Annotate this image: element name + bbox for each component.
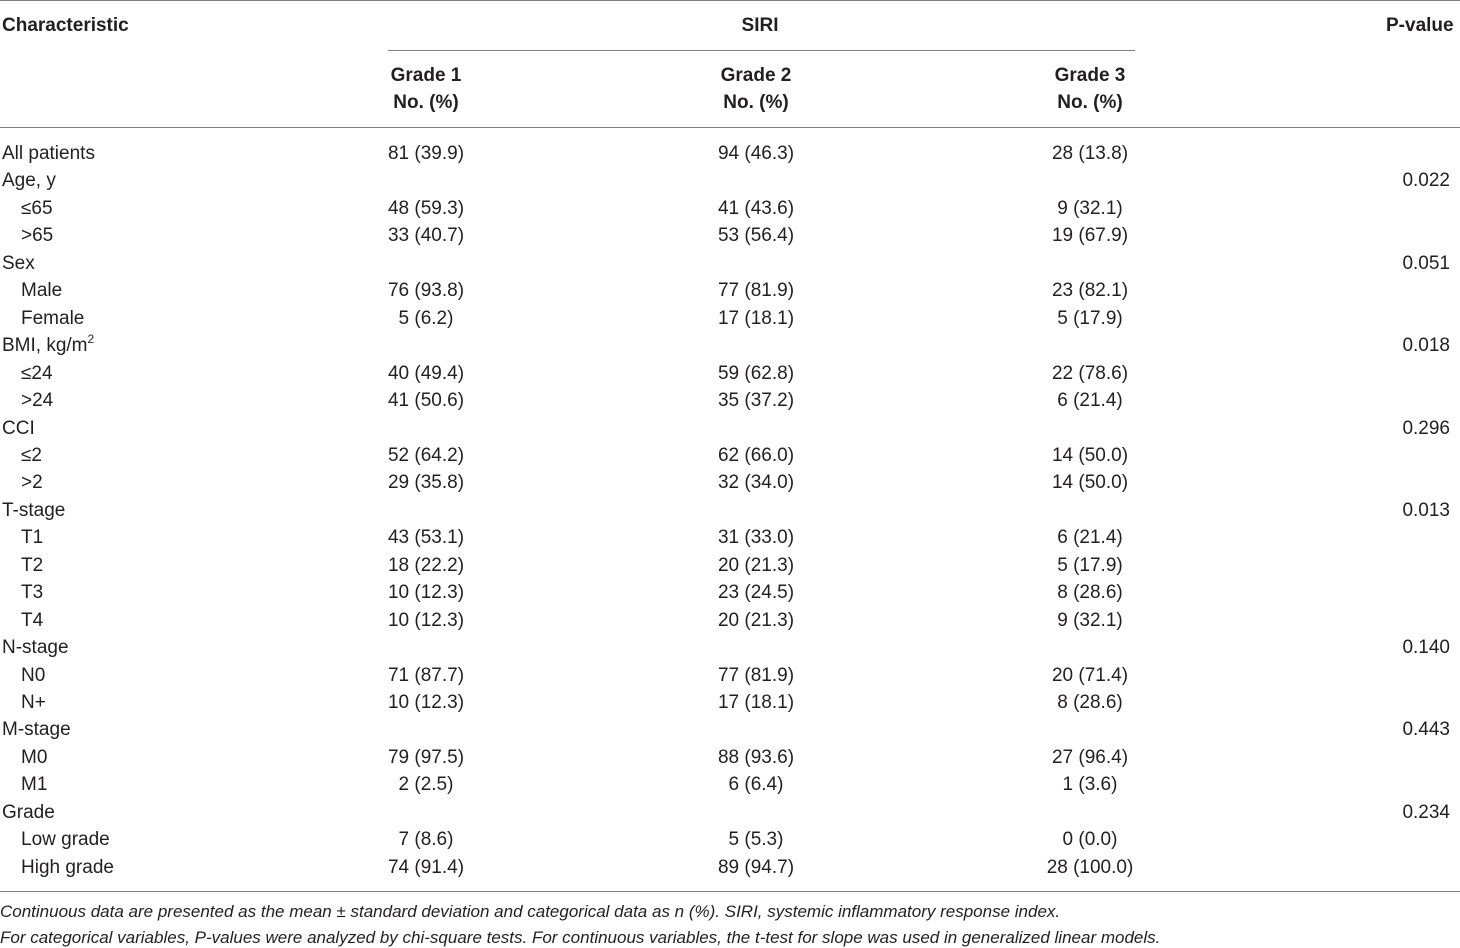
cell-grade2: 77 (81.9) [717, 664, 795, 686]
cell-grade3: 0 (0.0) [1062, 829, 1118, 851]
row-label: N0 [21, 664, 46, 686]
cell-grade3: 5 (17.9) [1057, 554, 1123, 576]
cell-grade3: 14 (50.0) [1051, 444, 1129, 466]
row-label-text: BMI, kg/m [2, 335, 88, 357]
cell-pvalue: 0.051 [1402, 252, 1450, 274]
cell-grade2: 59 (62.8) [717, 362, 795, 384]
cell-grade1: 33 (40.7) [387, 225, 465, 247]
cell-pvalue: 0.296 [1402, 417, 1450, 439]
cell-grade3: 9 (32.1) [1057, 609, 1123, 631]
footnote-2: For categorical variables, P-values were analyzed by chi-square tests. For continuous variables, the t-test for slope was used in generalized linear models. [0, 928, 1161, 947]
cell-grade1: 29 (35.8) [387, 472, 465, 494]
cell-grade1: 74 (91.4) [387, 856, 465, 878]
header-grade3-unit: No. (%) [1057, 92, 1123, 113]
row-label: T-stage [2, 499, 66, 521]
row-label: All patients [2, 143, 95, 164]
row-label: Grade [2, 801, 55, 823]
cell-grade1: 79 (97.5) [387, 746, 465, 768]
cell-grade2: 20 (21.3) [717, 609, 795, 631]
cell-grade3: 1 (3.6) [1062, 774, 1118, 796]
cell-grade1: 52 (64.2) [387, 444, 465, 466]
row-label: Male [21, 280, 63, 302]
table-row [0, 716, 1460, 743]
cell-grade1: 48 (59.3) [387, 197, 465, 219]
table-row [0, 387, 1460, 414]
row-label [2, 332, 95, 358]
cell-grade2: 23 (24.5) [717, 582, 795, 604]
row-label: ≤65 [21, 197, 53, 219]
cell-grade1: 41 (50.6) [387, 390, 465, 412]
cell-grade1: 40 (49.4) [387, 362, 465, 384]
cell-grade3: 28 (100.0) [1046, 856, 1134, 878]
row-label: T3 [21, 582, 44, 604]
table-row [0, 195, 1460, 222]
cell-grade2: 17 (18.1) [717, 692, 795, 713]
cell-grade2: 6 (6.4) [728, 774, 784, 796]
cell-grade3: 14 (50.0) [1051, 472, 1129, 494]
cell-grade2: 31 (33.0) [717, 527, 795, 549]
row-label: >65 [21, 225, 54, 247]
header-pvalue: P-value [1386, 15, 1454, 36]
cell-grade1: 10 (12.3) [387, 609, 465, 631]
row-label: M1 [21, 774, 48, 796]
header-siri-group: SIRI [741, 15, 779, 36]
row-label: Female [21, 307, 85, 329]
table-row [0, 442, 1460, 469]
cell-grade1: 5 (6.2) [398, 307, 454, 329]
cell-pvalue: 0.022 [1402, 170, 1450, 192]
cell-grade3: 28 (13.8) [1051, 143, 1129, 164]
row-label: >24 [21, 390, 54, 412]
row-label: Age, y [2, 170, 56, 192]
cell-pvalue: 0.013 [1402, 499, 1450, 521]
cell-grade2: 94 (46.3) [717, 143, 795, 164]
table-row [0, 579, 1460, 606]
table-top-rule [0, 0, 1460, 1]
cell-grade3: 9 (32.1) [1057, 197, 1123, 219]
row-label: Sex [2, 252, 35, 274]
row-label: ≤2 [21, 444, 42, 466]
table-row [0, 662, 1460, 689]
header-grade2: Grade 2 [720, 65, 792, 86]
header-grade1-unit: No. (%) [393, 92, 459, 113]
cell-grade1: 10 (12.3) [387, 582, 465, 604]
row-label: Low grade [21, 829, 110, 851]
siri-group-rule [388, 50, 1135, 51]
cell-grade1: 18 (22.2) [387, 554, 465, 576]
table-row [0, 799, 1460, 826]
cell-grade1: 76 (93.8) [387, 280, 465, 302]
table-row [0, 469, 1460, 496]
cell-grade1: 43 (53.1) [387, 527, 465, 549]
table-row [0, 250, 1460, 277]
header-grade3: Grade 3 [1054, 65, 1126, 86]
table-row [0, 552, 1460, 579]
table-row [0, 744, 1460, 771]
table-row [0, 140, 1460, 167]
table-row [0, 167, 1460, 194]
table-bottom-rule [0, 891, 1460, 892]
table-row [0, 771, 1460, 798]
row-label: High grade [21, 856, 114, 878]
cell-grade1: 2 (2.5) [398, 774, 454, 796]
row-label: >2 [21, 472, 43, 494]
row-label: T1 [21, 527, 44, 549]
cell-grade3: 6 (21.4) [1057, 527, 1123, 549]
cell-grade2: 32 (34.0) [717, 472, 795, 494]
cell-grade3: 27 (96.4) [1051, 746, 1129, 768]
row-label: M-stage [2, 719, 71, 741]
cell-grade1: 81 (39.9) [387, 143, 465, 164]
cell-grade2: 41 (43.6) [717, 197, 795, 219]
cell-pvalue: 0.234 [1402, 801, 1450, 823]
cell-grade3: 8 (28.6) [1057, 582, 1123, 604]
cell-grade2: 53 (56.4) [717, 225, 795, 247]
row-label: M0 [21, 746, 48, 768]
cell-grade1: 10 (12.3) [387, 692, 465, 713]
table-row [0, 360, 1460, 387]
cell-grade2: 77 (81.9) [717, 280, 795, 302]
cell-grade2: 88 (93.6) [717, 746, 795, 768]
table-row [0, 826, 1460, 853]
footnote-1: Continuous data are presented as the mean ± standard deviation and categorical data as n (%). SIRI, systemic inflammatory response index. [0, 902, 1061, 921]
cell-pvalue: 0.018 [1402, 335, 1450, 357]
header-grade2-unit: No. (%) [723, 92, 789, 113]
cell-grade3: 22 (78.6) [1051, 362, 1129, 384]
cell-grade2: 5 (5.3) [728, 829, 784, 851]
row-label: T2 [21, 554, 44, 576]
cell-grade1: 7 (8.6) [398, 829, 454, 851]
row-label: T4 [21, 609, 44, 631]
table-row [0, 222, 1460, 249]
table-row [0, 607, 1460, 634]
cell-grade2: 20 (21.3) [717, 554, 795, 576]
row-label: CCI [2, 417, 35, 439]
cell-grade2: 17 (18.1) [717, 307, 795, 329]
cell-pvalue: 0.140 [1402, 637, 1450, 659]
table-row [0, 854, 1460, 881]
table-row [0, 524, 1460, 551]
cell-grade3: 5 (17.9) [1057, 307, 1123, 329]
table-row [0, 634, 1460, 661]
cell-grade3: 20 (71.4) [1051, 664, 1129, 686]
table-row [0, 277, 1460, 304]
header-grade1: Grade 1 [390, 65, 462, 86]
cell-grade2: 35 (37.2) [717, 390, 795, 412]
row-label: N-stage [2, 637, 69, 659]
cell-grade2: 89 (94.7) [717, 856, 795, 878]
table-row [0, 332, 1460, 359]
header-bottom-rule [0, 127, 1460, 128]
cell-grade3: 8 (28.6) [1057, 692, 1123, 713]
cell-grade3: 23 (82.1) [1051, 280, 1129, 302]
row-label-superscript: 2 [87, 332, 95, 347]
cell-grade3: 6 (21.4) [1057, 390, 1123, 412]
cell-grade1: 71 (87.7) [387, 664, 465, 686]
row-label: N+ [21, 692, 46, 713]
row-label: ≤24 [21, 362, 53, 384]
table-row [0, 415, 1460, 442]
cell-grade2: 62 (66.0) [717, 444, 795, 466]
table-row [0, 689, 1460, 716]
table-row [0, 305, 1460, 332]
cell-grade3: 19 (67.9) [1051, 225, 1129, 247]
cell-pvalue: 0.443 [1402, 719, 1450, 741]
table-row [0, 497, 1460, 524]
header-characteristic: Characteristic [2, 15, 129, 36]
